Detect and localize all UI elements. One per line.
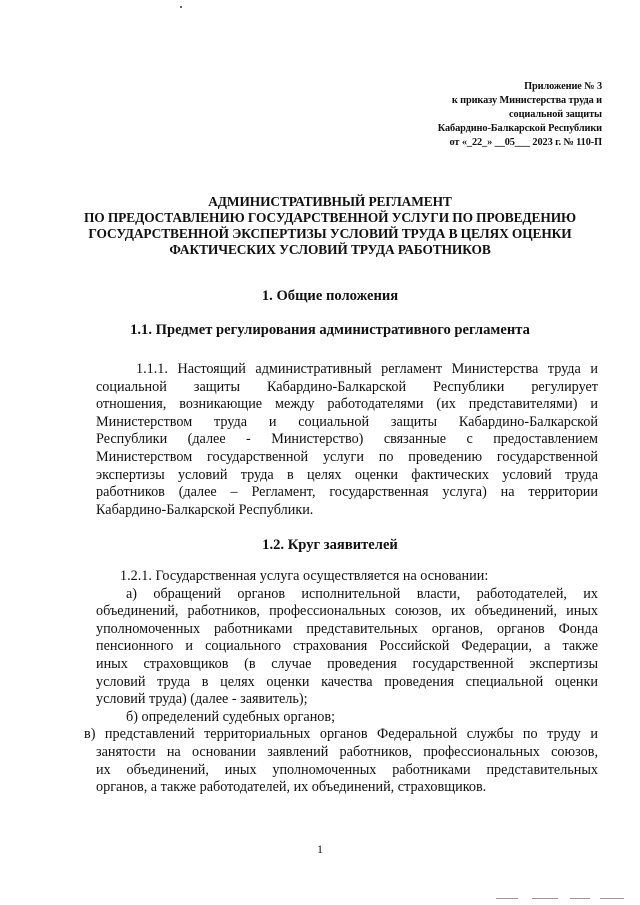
approval-line: социальной защиты: [509, 109, 602, 120]
title-line: ПО ПРЕДОСТАВЛЕНИЮ ГОСУДАРСТВЕННОЙ УСЛУГИ ПО ПРОВЕДЕНИЮ: [83, 210, 576, 225]
approval-line: Приложение № 3: [524, 81, 602, 92]
section-heading: 1. Общие положения: [261, 288, 399, 304]
text-line: социальной защиты Кабардино-Балкарской Республики регулирует: [96, 378, 598, 395]
text-line: в) представлений территориальных органов Федеральной службы по труду и: [84, 726, 598, 743]
text-line: а) обращений органов исполнительной власти, работодателей, их: [126, 585, 598, 602]
text-line: Республики (далее - Министерство) связанные с предоставлением: [96, 431, 598, 448]
paragraph-1-2-1: [84, 568, 598, 797]
scan-speck: [180, 6, 182, 8]
text-line: пенсионного и социального страхования Российской Федерации, а также: [96, 638, 598, 655]
title-line: ФАКТИЧЕСКИХ УСЛОВИЙ ТРУДА РАБОТНИКОВ: [169, 242, 491, 257]
approval-line: от «_22_» __05___ 2023 г. № 110-П: [449, 137, 602, 148]
title-line: АДМИНИСТРАТИВНЫЙ РЕГЛАМЕНТ: [208, 194, 452, 209]
text-line: иных страховщиков (в случае проведения государственной экспертизы: [96, 655, 598, 672]
text-line: органов, а также работодателей, их объединений, страховщиков.: [96, 779, 487, 796]
text-line: условий труда) (далее - заявитель);: [96, 691, 308, 708]
text-line: экспертизы условий труда в целях оценки фактических условий труда: [96, 466, 598, 483]
title-line: ГОСУДАРСТВЕННОЙ ЭКСПЕРТИЗЫ УСЛОВИЙ ТРУДА В ЦЕЛЯХ ОЦЕНКИ: [88, 226, 572, 241]
text-line: условий труда в целях оценки качества проведения специальной оценки: [96, 673, 598, 690]
text-line: б) определений судебных органов;: [126, 708, 336, 725]
text-line: работников (далее – Регламент, государственная услуга) на территории: [96, 484, 598, 501]
text-line: объединений, работников, профессиональных союзов, их объединений, иных: [96, 603, 598, 620]
text-line: занятости на основании заявлений работников, профессиональных союзов,: [96, 743, 598, 760]
text-line: 1.2.1. Государственная услуга осуществляется на основании:: [120, 568, 489, 584]
paragraph-1-1-1: [96, 361, 598, 519]
subsection-heading: 1.1. Предмет регулирования административного регламента: [130, 322, 530, 338]
approval-stamp: [362, 80, 602, 150]
document-title: [60, 194, 600, 258]
text-line: 1.1.1. Настоящий административный регламент Министерства труда и: [136, 361, 598, 377]
scan-footer-marks: [496, 898, 626, 901]
page-number: 1: [317, 842, 323, 856]
text-line: Кабардино-Балкарской Республики.: [96, 501, 314, 518]
text-line: отношения, возникающие между работодателями (их представителями) и: [96, 396, 598, 413]
text-line: их объединений, иных уполномоченных работниками представительных: [96, 761, 598, 778]
text-line: Министерством государственной услуги по проведению государственной: [96, 448, 598, 465]
approval-line: к приказу Министерства труда и: [451, 95, 602, 106]
subsection-heading: 1.2. Круг заявителей: [262, 537, 398, 553]
text-line: Министерством труда и социальной защиты Кабардино-Балкарской: [96, 413, 598, 430]
text-line: уполномоченных работниками представительных органов, органов Фонда: [96, 620, 598, 637]
approval-line: Кабардино-Балкарской Республики: [437, 123, 602, 134]
